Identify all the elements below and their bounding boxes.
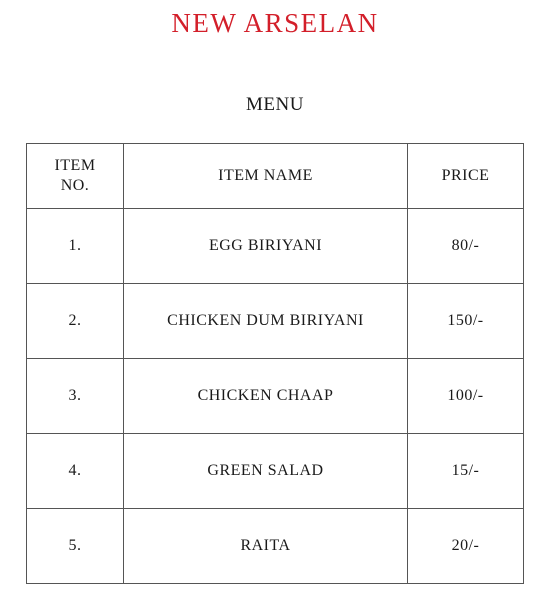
column-header-price: PRICE	[408, 144, 524, 209]
item-number-cell: 5.	[27, 509, 124, 584]
column-header-item-no	[27, 144, 124, 209]
item-name-cell: EGG BIRIYANI	[124, 209, 408, 284]
item-price-cell: 100/-	[408, 359, 524, 434]
item-price-cell: 150/-	[408, 284, 524, 359]
menu-table	[26, 143, 524, 584]
item-number-cell: 4.	[27, 434, 124, 509]
restaurant-title: NEW ARSELAN	[171, 8, 379, 38]
item-price-cell: 20/-	[408, 509, 524, 584]
column-header-item-no-line1: ITEM	[54, 157, 96, 174]
item-number-cell: 2.	[27, 284, 124, 359]
item-number-cell: 1.	[27, 209, 124, 284]
item-name-cell: CHICKEN CHAAP	[124, 359, 408, 434]
table-row	[27, 209, 524, 284]
table-row	[27, 284, 524, 359]
item-name-cell: CHICKEN DUM BIRIYANI	[124, 284, 408, 359]
item-price-cell: 80/-	[408, 209, 524, 284]
table-row	[27, 434, 524, 509]
item-name-cell: RAITA	[124, 509, 408, 584]
table-row	[27, 359, 524, 434]
item-name-cell: GREEN SALAD	[124, 434, 408, 509]
item-price-cell: 15/-	[408, 434, 524, 509]
item-number-cell: 3.	[27, 359, 124, 434]
column-header-item-name: ITEM NAME	[124, 144, 408, 209]
table-header-row	[27, 144, 524, 209]
table-row	[27, 509, 524, 584]
menu-heading: MENU	[246, 94, 304, 115]
column-header-item-no-line2: NO.	[60, 177, 90, 194]
